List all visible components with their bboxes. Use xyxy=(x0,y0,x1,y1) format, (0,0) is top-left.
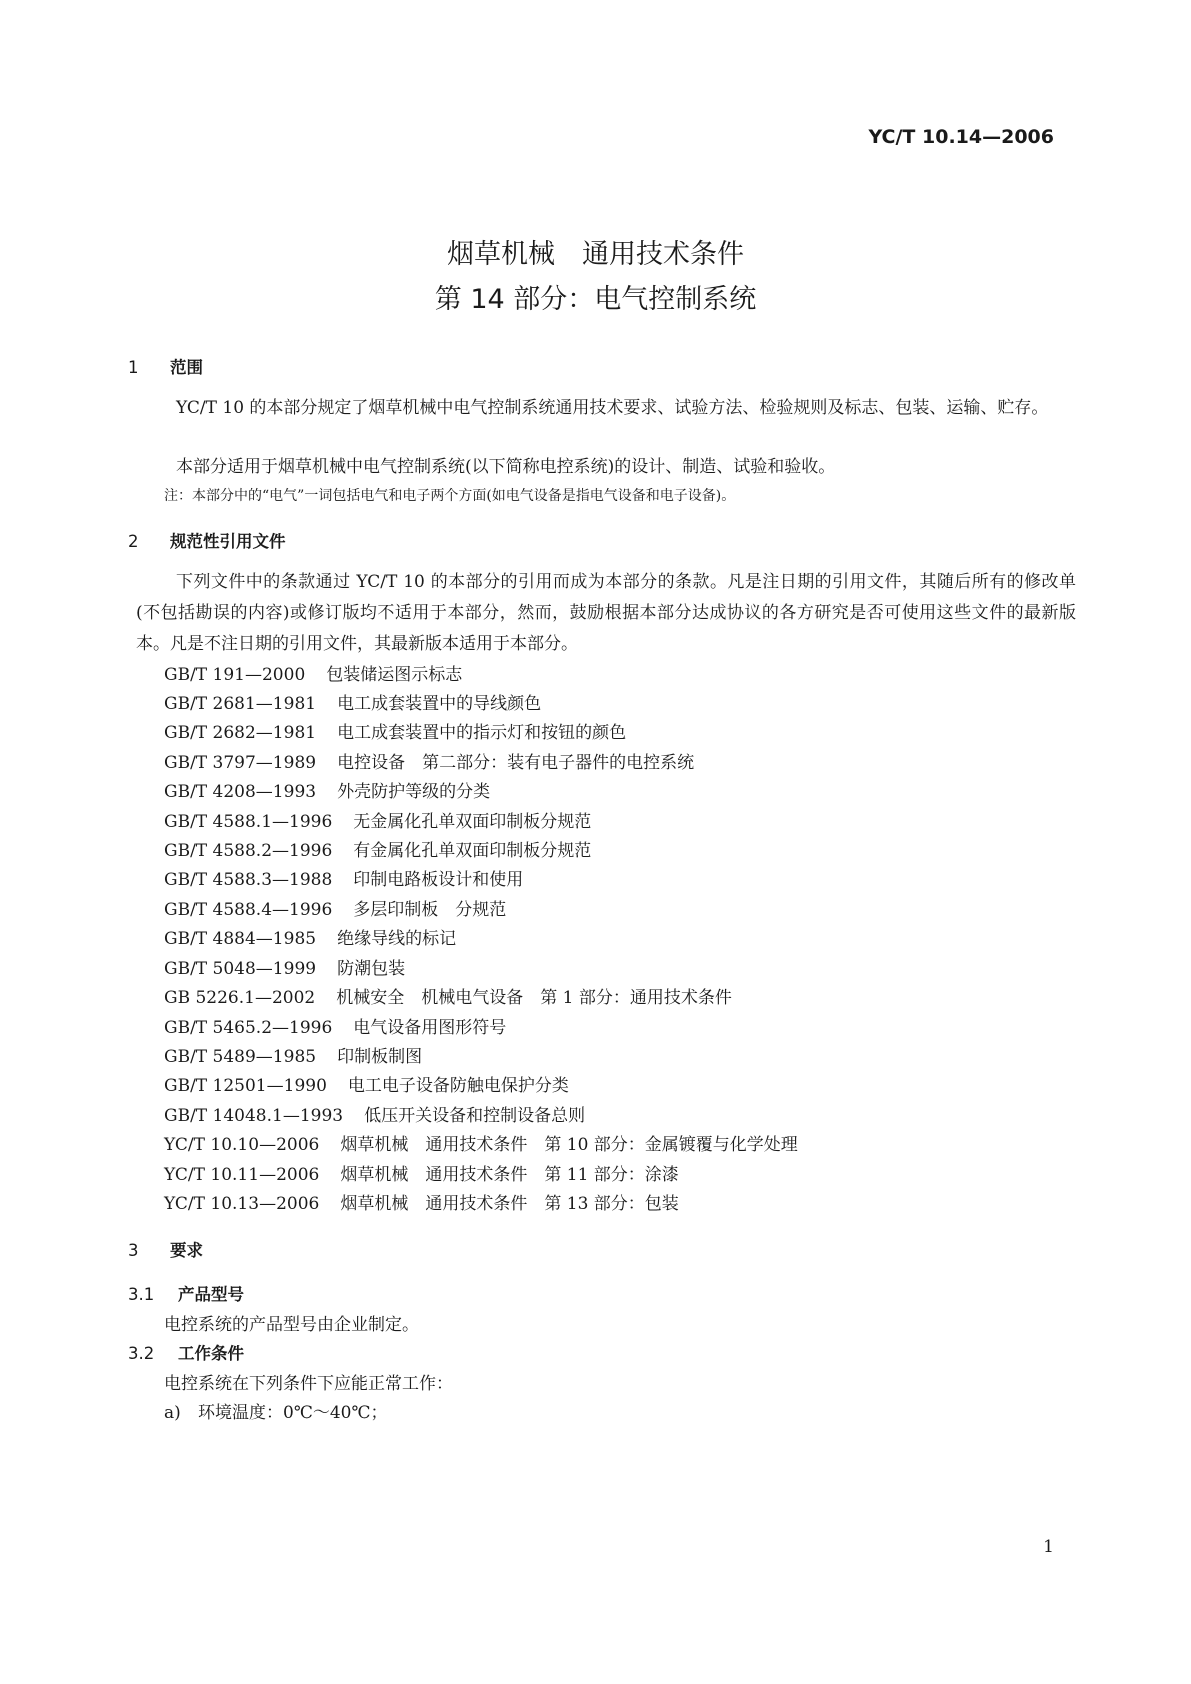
reference-title: 印制板制图 xyxy=(337,1047,423,1067)
reference-item xyxy=(164,954,405,979)
reference-code: GB/T 5465.2—1996 xyxy=(164,1018,333,1038)
reference-title: 烟草机械 通用技术条件 第 10 部分：金属镀覆与化学处理 xyxy=(340,1135,798,1155)
reference-code: YC/T 10.10—2006 xyxy=(164,1135,320,1155)
section-1-paragraph-2: 本部分适用于烟草机械中电气控制系统(以下简称电控系统)的设计、制造、试验和验收。 xyxy=(176,457,836,477)
page-number: 1 xyxy=(1043,1537,1054,1557)
reference-code: GB/T 3797—1989 xyxy=(164,753,317,773)
reference-item xyxy=(164,718,626,743)
reference-code: GB/T 191—2000 xyxy=(164,665,306,685)
subsection-number: 3.1 xyxy=(128,1285,155,1304)
reference-title: 低压开关设备和控制设备总则 xyxy=(364,1106,586,1126)
reference-title: 烟草机械 通用技术条件 第 13 部分：包装 xyxy=(340,1194,679,1214)
reference-item xyxy=(164,865,523,890)
reference-item xyxy=(164,777,490,802)
reference-code: GB/T 4588.3—1988 xyxy=(164,870,333,890)
reference-title: 外壳防护等级的分类 xyxy=(337,782,491,802)
reference-item xyxy=(164,895,506,920)
reference-code: GB/T 2681—1981 xyxy=(164,694,317,714)
section-number: 3 xyxy=(128,1241,139,1260)
section-number: 2 xyxy=(128,532,139,551)
reference-code: GB/T 4208—1993 xyxy=(164,782,317,802)
subsection-3-2-heading xyxy=(128,1340,244,1364)
section-title: 规范性引用文件 xyxy=(170,532,286,551)
reference-item xyxy=(164,1101,585,1126)
reference-code: GB/T 5048—1999 xyxy=(164,959,317,979)
reference-title: 电气设备用图形符号 xyxy=(353,1018,507,1038)
reference-title: 多层印制板 分规范 xyxy=(353,900,507,920)
reference-title: 防潮包装 xyxy=(337,959,406,979)
reference-item xyxy=(164,807,591,832)
section-1-note: 注：本部分中的“电气”一词包括电气和电子两个方面(如电气设备是指电气设备和电子设备)。 xyxy=(164,488,736,504)
reference-title: 机械安全 机械电气设备 第 1 部分：通用技术条件 xyxy=(336,988,732,1008)
reference-code: YC/T 10.13—2006 xyxy=(164,1194,320,1214)
reference-code: GB/T 4588.2—1996 xyxy=(164,841,333,861)
reference-item xyxy=(164,660,462,685)
reference-title: 无金属化孔单双面印制板分规范 xyxy=(353,812,592,832)
reference-item xyxy=(164,1013,506,1038)
reference-title: 绝缘导线的标记 xyxy=(337,929,457,949)
reference-item xyxy=(164,1130,798,1155)
subsection-title: 工作条件 xyxy=(178,1344,244,1363)
section-number: 1 xyxy=(128,358,139,377)
reference-code: GB/T 4884—1985 xyxy=(164,929,317,949)
reference-title: 印制电路板设计和使用 xyxy=(353,870,524,890)
reference-code: GB/T 5489—1985 xyxy=(164,1047,317,1067)
reference-item xyxy=(164,689,541,714)
reference-item xyxy=(164,983,732,1008)
reference-code: GB/T 12501—1990 xyxy=(164,1076,327,1096)
reference-code: GB 5226.1—2002 xyxy=(164,988,316,1008)
reference-item xyxy=(164,1042,422,1067)
reference-code: GB/T 4588.1—1996 xyxy=(164,812,333,832)
reference-title: 电控设备 第二部分：装有电子器件的电控系统 xyxy=(337,753,695,773)
reference-code: GB/T 4588.4—1996 xyxy=(164,900,333,920)
standard-code: YC/T 10.14—2006 xyxy=(868,126,1054,148)
document-title: 烟草机械 通用技术条件 xyxy=(447,239,744,270)
document-subtitle: 第 14 部分：电气控制系统 xyxy=(434,284,757,315)
reference-title: 电工电子设备防触电保护分类 xyxy=(347,1076,569,1096)
reference-item xyxy=(164,748,694,773)
section-2-intro: 下列文件中的条款通过 YC/T 10 的本部分的引用而成为本部分的条款。凡是注日期的引用文件，其随后所有的修改单(不包括勘误的内容)或修订版均不适用于本部分，然而，鼓励根据本部分达成协议的各方研究是否可使用这些文件的最新版本。凡是不注日期的引用文件，其最新版本适用于本部分。 xyxy=(136,572,1076,654)
list-text: 环境温度：0℃～40℃； xyxy=(198,1403,388,1423)
reference-item xyxy=(164,836,591,861)
reference-title: 电工成套装置中的导线颜色 xyxy=(337,694,542,714)
reference-code: YC/T 10.11—2006 xyxy=(164,1165,320,1185)
subsection-3-2-text: 电控系统在下列条件下应能正常工作： xyxy=(164,1374,453,1394)
reference-code: GB/T 14048.1—1993 xyxy=(164,1106,344,1126)
subsection-3-1-heading xyxy=(128,1281,244,1305)
section-title: 范围 xyxy=(170,358,203,377)
subsection-number: 3.2 xyxy=(128,1344,155,1363)
section-1-paragraph-1: YC/T 10 的本部分规定了烟草机械中电气控制系统通用技术要求、试验方法、检验规则及标志、包装、运输、贮存。 xyxy=(176,398,1049,418)
section-3-heading xyxy=(128,1237,203,1261)
subsection-3-1-text: 电控系统的产品型号由企业制定。 xyxy=(164,1315,419,1335)
reference-title: 包装储运图示标志 xyxy=(326,665,463,685)
reference-item xyxy=(164,1071,569,1096)
list-label: a) xyxy=(164,1403,181,1423)
reference-item xyxy=(164,924,456,949)
reference-code: GB/T 2682—1981 xyxy=(164,723,317,743)
section-1-heading xyxy=(128,354,203,378)
reference-title: 有金属化孔单双面印制板分规范 xyxy=(353,841,592,861)
reference-item xyxy=(164,1189,679,1214)
reference-title: 烟草机械 通用技术条件 第 11 部分：涂漆 xyxy=(340,1165,679,1185)
condition-list-item xyxy=(164,1398,387,1423)
reference-title: 电工成套装置中的指示灯和按钮的颜色 xyxy=(337,723,627,743)
reference-item xyxy=(164,1160,679,1185)
section-2-heading xyxy=(128,528,286,552)
section-title: 要求 xyxy=(170,1241,203,1260)
subsection-title: 产品型号 xyxy=(178,1285,244,1304)
